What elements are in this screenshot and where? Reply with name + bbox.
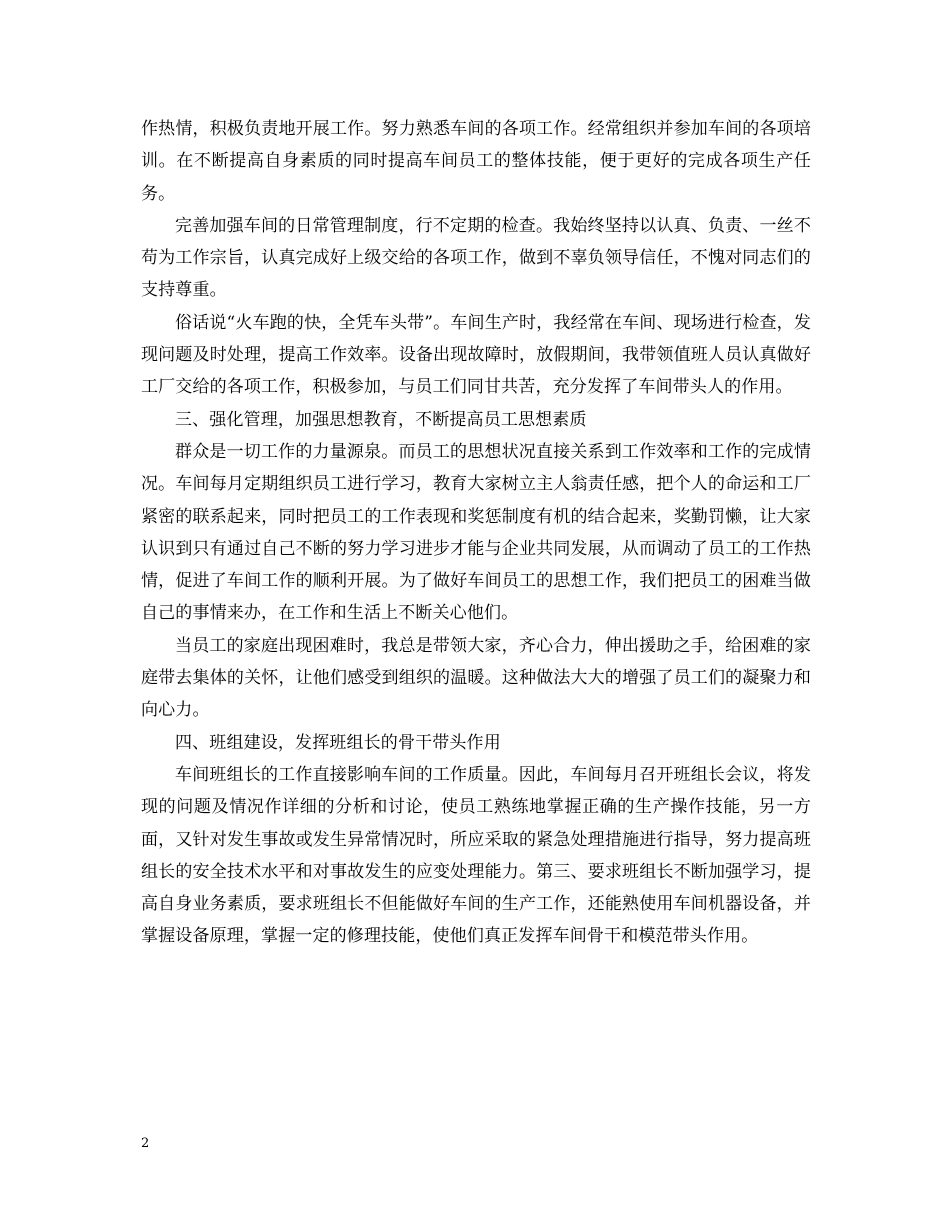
paragraph-leading-example: 俗话说“火车跑的快，全凭车头带”。车间生产时，我经常在车间、现场进行检查，发现问题及时处理，提高工作效率。设备出现故障时，放假期间，我带领值班人员认真做好工厂交给的各项工作，积极参加，与员工们同甘共苦，充分发挥了车间带头人的作用。: [141, 312, 811, 398]
paragraph-team-leaders: 车间班组长的工作直接影响车间的工作质量。因此，车间每月召开班组长会议，将发现的问题及情况作详细的分析和讨论，使员工熟练地掌握正确的生产操作技能，另一方面，又针对发生事故或发生异常情况时，所应采取的紧急处理措施进行指导，努力提高班组长的安全技术水平和对事故发生的应变处理能力。第三、要求班组长不断加强学习，提高自身业务素质，要求班组长不但能做好车间的生产工作，还能熟使用车间机器设备，并掌握设备原理，掌握一定的修理技能，使他们真正发挥车间骨干和模范带头作用。: [141, 764, 811, 947]
paragraph-continued: 作热情，积极负责地开展工作。努力熟悉车间的各项工作。经常组织并参加车间的各项培训。在不断提高自身素质的同时提高车间员工的整体技能，便于更好的完成各项生产任务。: [141, 119, 811, 204]
document-body: [141, 113, 811, 953]
page-number: 2: [141, 1136, 150, 1151]
section-heading-three: 三、强化管理，加强思想教育，不断提高员工思想素质: [175, 409, 587, 430]
paragraph-family-support: 当员工的家庭出现困难时，我总是带领大家，齐心合力，伸出援助之手，给困难的家庭带去集体的关怀，让他们感受到组织的温暖。这种做法大大的增强了员工们的凝聚力和向心力。: [141, 635, 811, 721]
section-heading-four: 四、班组建设，发挥班组长的骨干带头作用: [175, 732, 501, 753]
paragraph-management-system: 完善加强车间的日常管理制度，行不定期的检查。我始终坚持以认真、负责、一丝不苟为工作宗旨，认真完成好上级交给的各项工作，做到不辜负领导信任，不愧对同志们的支持尊重。: [141, 215, 811, 301]
paragraph-ideological-education: 群众是一切工作的力量源泉。而员工的思想状况直接关系到工作效率和工作的完成情况。车间每月定期组织员工进行学习，教育大家树立主人翁责任感，把个人的命运和工厂紧密的联系起来，同时把员工的工作表现和奖惩制度有机的结合起来，奖勤罚懒，让大家认识到只有通过自己不断的努力学习进步才能与企业共同发展，从而调动了员工的工作热情，促进了车间工作的顺利开展。为了做好车间员工的思想工作，我们把员工的困难当做自己的事情来办，在工作和生活上不断关心他们。: [141, 441, 811, 624]
